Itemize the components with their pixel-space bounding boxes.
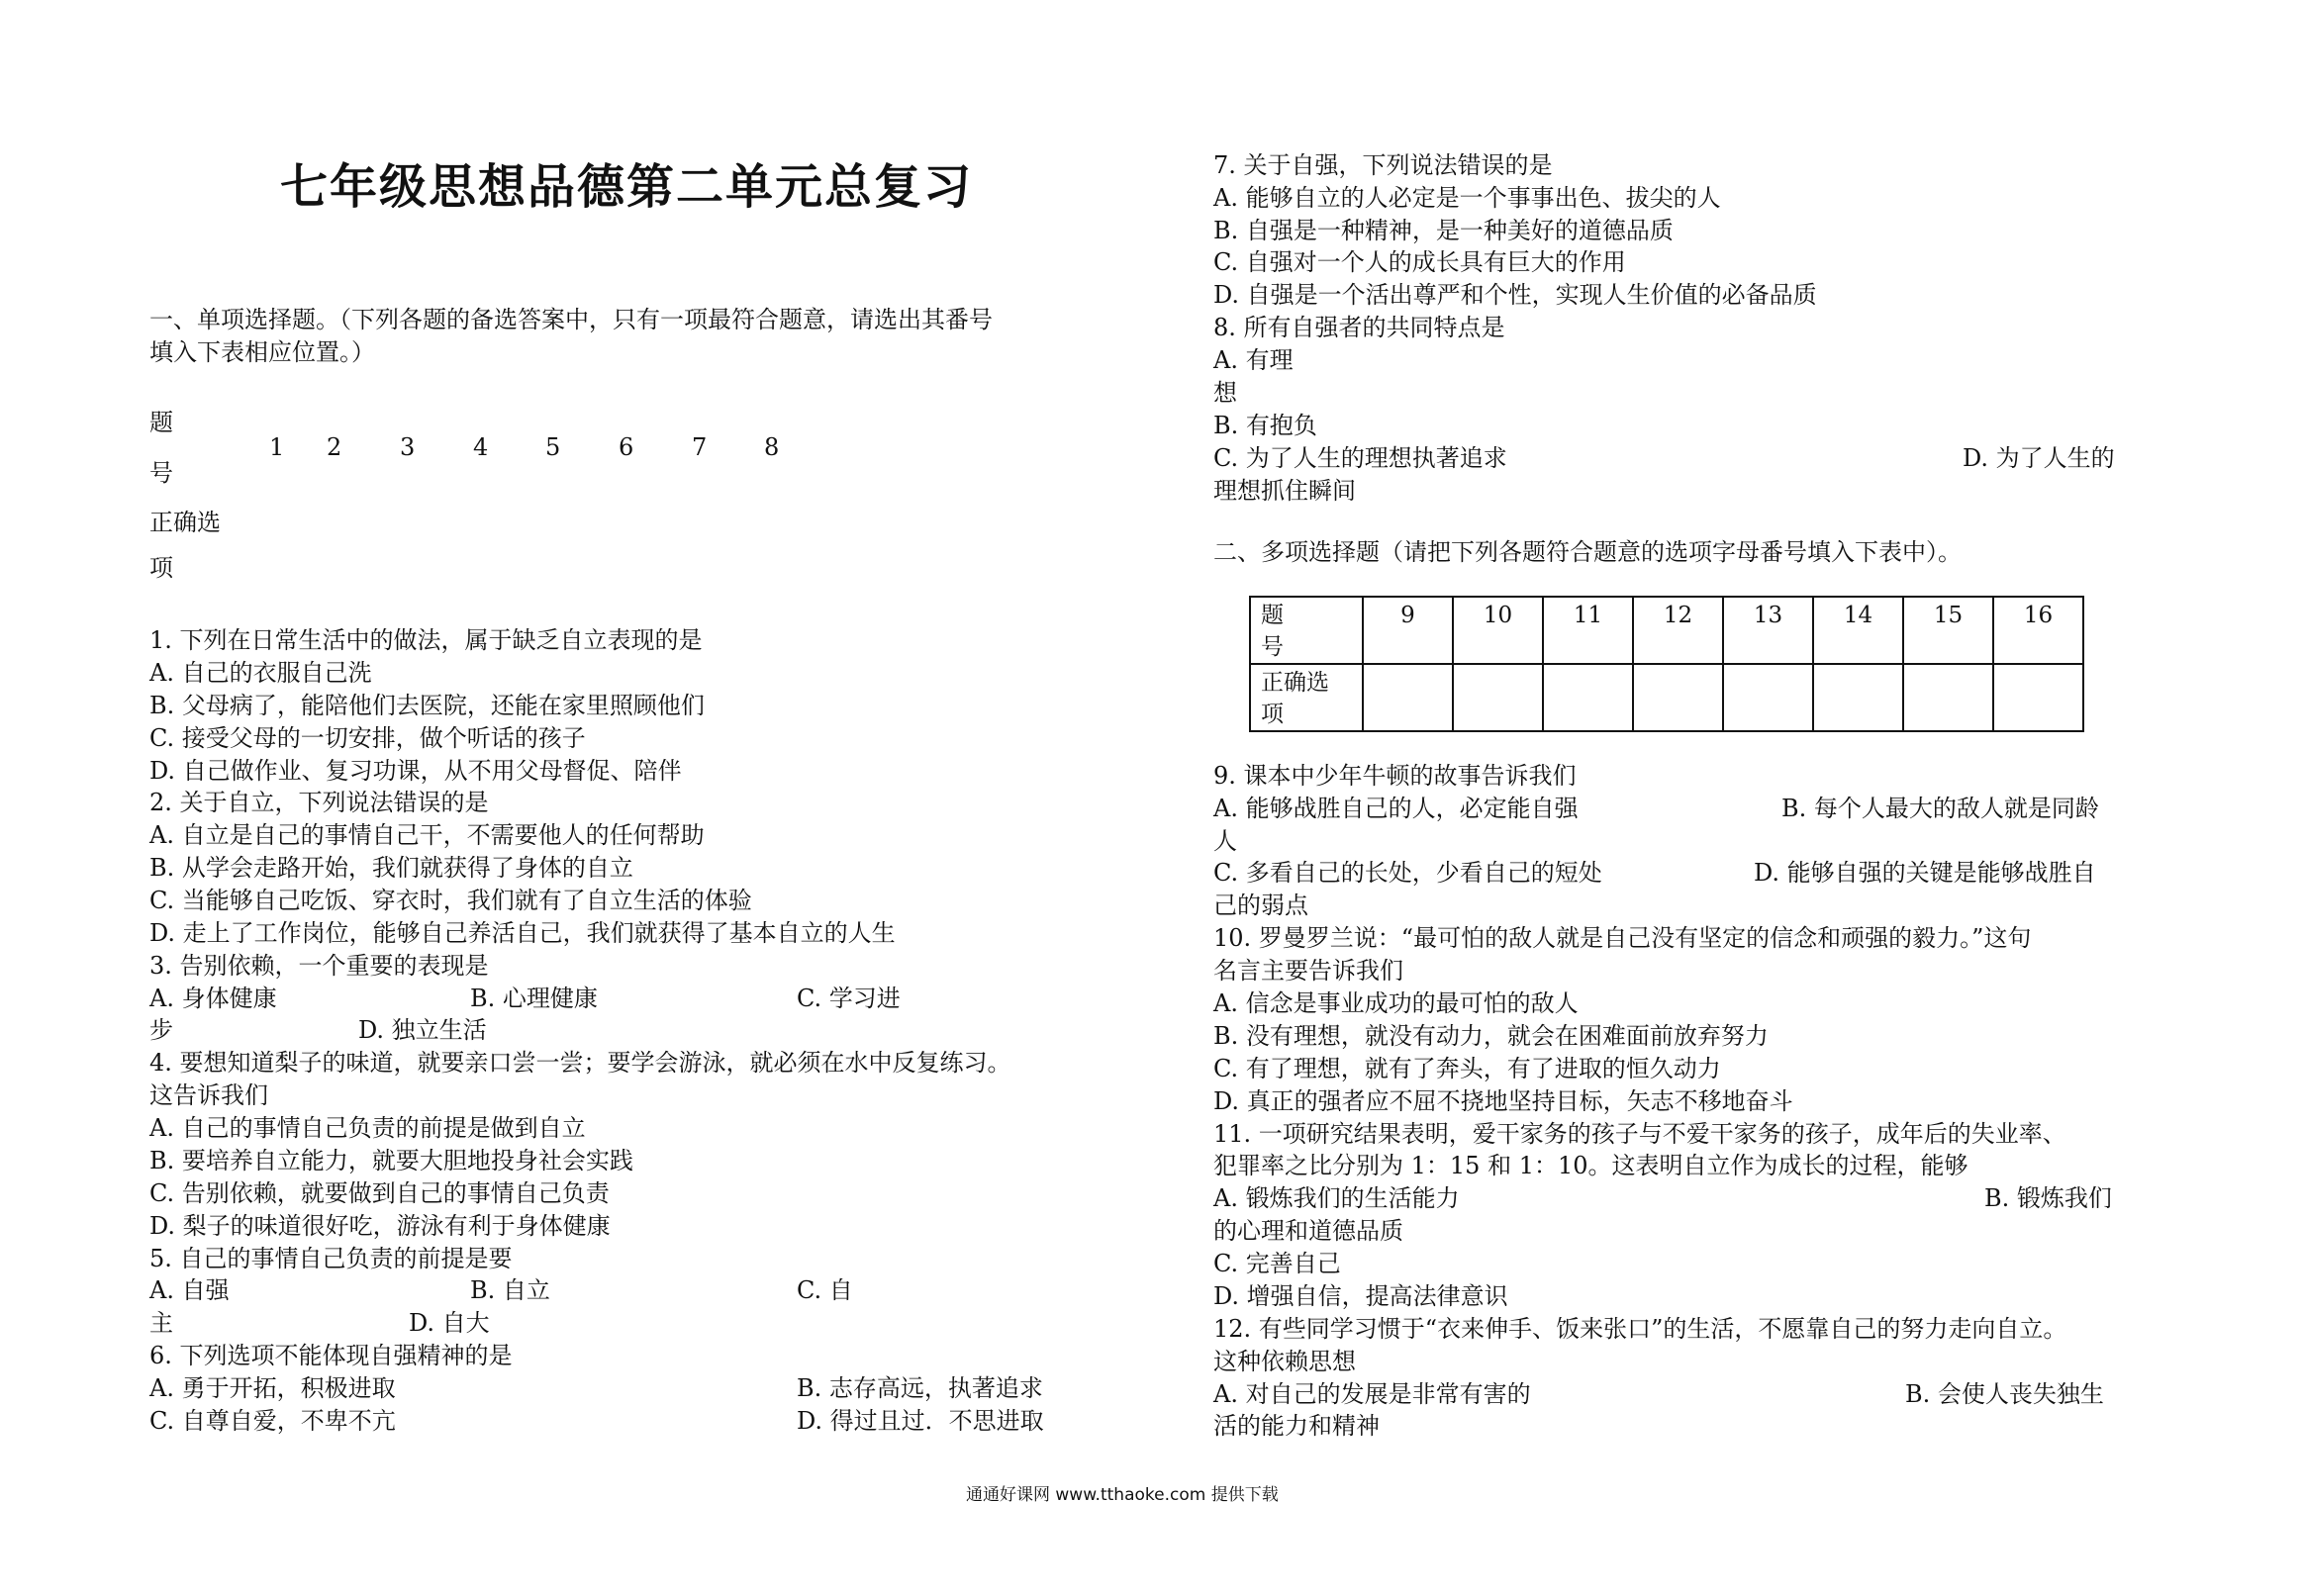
question-11-option-c: C. 完善自己 [1213, 1250, 1341, 1277]
question-10-stem-cont: 名言主要告诉我们 [1213, 957, 1403, 985]
question-9-option-c: C. 多看自己的长处，少看自己的短处 [1213, 859, 1602, 887]
question-4-stem-cont: 这告诉我们 [149, 1081, 268, 1109]
question-7-stem: 7. 关于自强，下列说法错误的是 [1213, 151, 1553, 179]
question-4-option-b: B. 要培养自立能力，就要大胆地投身社会实践 [149, 1147, 633, 1174]
question-1-option-c: C. 接受父母的一切安排，做个听话的孩子 [149, 724, 586, 752]
question-5-option-c-cont: 主 [149, 1309, 173, 1337]
table2-answer-cell[interactable] [1993, 664, 2083, 731]
question-9-option-d: D. 能够自强的关键是能够战胜自 [1754, 859, 2096, 887]
question-2-option-d: D. 走上了工作岗位，能够自己养活自己，我们就获得了基本自立的人生 [149, 919, 896, 947]
question-5-option-b: B. 自立 [470, 1276, 550, 1304]
table1-number: 4 [473, 433, 489, 461]
table2-answer-cell[interactable] [1363, 664, 1453, 731]
question-4-option-a: A. 自己的事情自己负责的前提是做到自立 [149, 1114, 586, 1142]
question-3-option-b: B. 心理健康 [470, 985, 598, 1012]
question-8-option-d-cont: 理想抓住瞬间 [1213, 477, 1356, 505]
table1-answer-label-cont: 项 [149, 554, 173, 582]
question-3-option-a: A. 身体健康 [149, 985, 277, 1012]
table1-number: 7 [692, 433, 708, 461]
multi-choice-answer-table [1249, 596, 2084, 732]
question-6-option-a: A. 勇于开拓，积极进取 [149, 1374, 396, 1402]
question-9-stem: 9. 课本中少年牛顿的故事告诉我们 [1213, 762, 1577, 790]
table2-number: 13 [1723, 597, 1813, 664]
question-9-option-a: A. 能够战胜自己的人，必定能自强 [1213, 795, 1579, 822]
question-11-option-b: B. 锻炼我们 [1984, 1184, 2112, 1212]
section1-heading-cont: 填入下表相应位置。） [149, 338, 375, 366]
question-2-option-c: C. 当能够自己吃饭、穿衣时，我们就有了自立生活的体验 [149, 887, 752, 914]
table2-number: 9 [1363, 597, 1453, 664]
table2-answer-row [1250, 664, 2083, 731]
question-8-option-a-cont: 想 [1213, 379, 1237, 407]
question-10-stem: 10. 罗曼罗兰说：“最可怕的敌人就是自己没有坚定的信念和顽强的毅力。”这句 [1213, 924, 2032, 952]
section1-heading: 一、单项选择题。（下列各题的备选答案中，只有一项最符合题意，请选出其番号 [149, 306, 993, 333]
question-10-option-a: A. 信念是事业成功的最可怕的敌人 [1213, 989, 1579, 1017]
question-12-option-b-cont: 活的能力和精神 [1213, 1412, 1380, 1440]
question-6-stem: 6. 下列选项不能体现自强精神的是 [149, 1342, 513, 1369]
question-11-option-a: A. 锻炼我们的生活能力 [1213, 1184, 1460, 1212]
table1-number: 8 [764, 433, 780, 461]
table2-answer-cell[interactable] [1813, 664, 1903, 731]
question-5-option-d: D. 自大 [409, 1309, 490, 1337]
table2-answer-label: 正确选 项 [1250, 664, 1363, 731]
question-6-option-c: C. 自尊自爱，不卑不亢 [149, 1407, 396, 1435]
table1-number: 2 [327, 433, 342, 461]
table2-number: 11 [1543, 597, 1633, 664]
question-8-stem: 8. 所有自强者的共同特点是 [1213, 314, 1505, 341]
question-5-option-c: C. 自 [797, 1276, 853, 1304]
table2-number: 16 [1993, 597, 2083, 664]
question-9-option-d-cont: 己的弱点 [1213, 892, 1308, 919]
table2-answer-cell[interactable] [1453, 664, 1543, 731]
table1-answer-label: 正确选 [149, 509, 221, 536]
question-5-option-a: A. 自强 [149, 1276, 230, 1304]
question-8-option-d: D. 为了人生的 [1963, 444, 2115, 472]
table2-answer-cell[interactable] [1633, 664, 1723, 731]
question-11-option-b-cont: 的心理和道德品质 [1213, 1217, 1403, 1245]
table1-header-label-cont: 号 [149, 459, 173, 487]
question-2-option-b: B. 从学会走路开始，我们就获得了身体的自立 [149, 854, 633, 882]
question-11-stem: 11. 一项研究结果表明，爱干家务的孩子与不爱干家务的孩子，成年后的失业率、 [1213, 1120, 2066, 1148]
table2-answer-cell[interactable] [1903, 664, 1993, 731]
question-3-stem: 3. 告别依赖，一个重要的表现是 [149, 952, 489, 980]
question-8-option-a: A. 有理 [1213, 346, 1294, 374]
question-5-stem: 5. 自己的事情自己负责的前提是要 [149, 1245, 513, 1272]
page-title: 七年级思想品德第二单元总复习 [280, 159, 974, 215]
question-11-stem-cont: 犯罪率之比分别为 1：15 和 1：10。这表明自立作为成长的过程，能够 [1213, 1152, 1968, 1179]
question-7-option-b: B. 自强是一种精神，是一种美好的道德品质 [1213, 217, 1674, 244]
table2-number: 12 [1633, 597, 1723, 664]
question-3-option-c-cont: 步 [149, 1016, 173, 1044]
question-6-option-b: B. 志存高远，执著追求 [797, 1374, 1043, 1402]
question-4-option-d: D. 梨子的味道很好吃，游泳有利于身体健康 [149, 1212, 611, 1240]
question-12-option-a: A. 对自己的发展是非常有害的 [1213, 1380, 1531, 1408]
question-2-option-a: A. 自立是自己的事情自己干，不需要他人的任何帮助 [149, 821, 705, 849]
question-1-option-d: D. 自己做作业、复习功课，从不用父母督促、陪伴 [149, 757, 682, 785]
table2-number: 15 [1903, 597, 1993, 664]
question-8-option-c: C. 为了人生的理想执著追求 [1213, 444, 1507, 472]
table1-number: 3 [400, 433, 416, 461]
question-1-option-a: A. 自己的衣服自己洗 [149, 659, 372, 687]
question-7-option-d: D. 自强是一个活出尊严和个性，实现人生价值的必备品质 [1213, 281, 1817, 309]
question-10-option-b: B. 没有理想，就没有动力，就会在困难面前放弃努力 [1213, 1022, 1769, 1050]
table2-number: 14 [1813, 597, 1903, 664]
question-2-stem: 2. 关于自立，下列说法错误的是 [149, 789, 489, 816]
question-4-option-c: C. 告别依赖，就要做到自己的事情自己负责 [149, 1179, 610, 1207]
table2-number: 10 [1453, 597, 1543, 664]
section2-heading: 二、多项选择题（请把下列各题符合题意的选项字母番号填入下表中）。 [1213, 538, 1962, 566]
table2-answer-cell[interactable] [1723, 664, 1813, 731]
table2-header-row [1250, 597, 2083, 664]
question-1-stem: 1. 下列在日常生活中的做法，属于缺乏自立表现的是 [149, 626, 703, 654]
question-3-option-d: D. 独立生活 [358, 1016, 487, 1044]
table2-header-label: 题 号 [1250, 597, 1363, 664]
question-6-option-d: D. 得过且过．不思进取 [797, 1407, 1044, 1435]
question-9-option-b: B. 每个人最大的敌人就是同龄 [1781, 795, 2099, 822]
question-9-option-b-cont: 人 [1213, 827, 1237, 855]
question-1-option-b: B. 父母病了，能陪他们去医院，还能在家里照顾他们 [149, 692, 705, 719]
question-12-stem: 12. 有些同学习惯于“衣来伸手、饭来张口”的生活，不愿靠自己的努力走向自立。 [1213, 1315, 2067, 1343]
question-4-stem: 4. 要想知道梨子的味道，就要亲口尝一尝；要学会游泳，就必须在水中反复练习。 [149, 1049, 1011, 1077]
table1-number: 1 [269, 433, 285, 461]
question-3-option-c: C. 学习进 [797, 985, 901, 1012]
table1-number: 6 [619, 433, 634, 461]
question-12-stem-cont: 这种依赖思想 [1213, 1348, 1356, 1375]
question-10-option-d: D. 真正的强者应不屈不挠地坚持目标，矢志不移地奋斗 [1213, 1087, 1793, 1115]
question-10-option-c: C. 有了理想，就有了奔头，有了进取的恒久动力 [1213, 1055, 1721, 1082]
footer-source-note: 通通好课网 www.tthaoke.com 提供下载 [966, 1485, 1279, 1505]
table2-answer-cell[interactable] [1543, 664, 1633, 731]
table1-number: 5 [545, 433, 561, 461]
question-11-option-d: D. 增强自信，提高法律意识 [1213, 1282, 1508, 1310]
question-7-option-c: C. 自强对一个人的成长具有巨大的作用 [1213, 248, 1626, 276]
table1-header-label: 题 [149, 409, 173, 436]
question-8-option-b: B. 有抱负 [1213, 412, 1317, 439]
question-12-option-b: B. 会使人丧失独生 [1905, 1380, 2104, 1408]
question-7-option-a: A. 能够自立的人必定是一个事事出色、拔尖的人 [1213, 184, 1721, 212]
